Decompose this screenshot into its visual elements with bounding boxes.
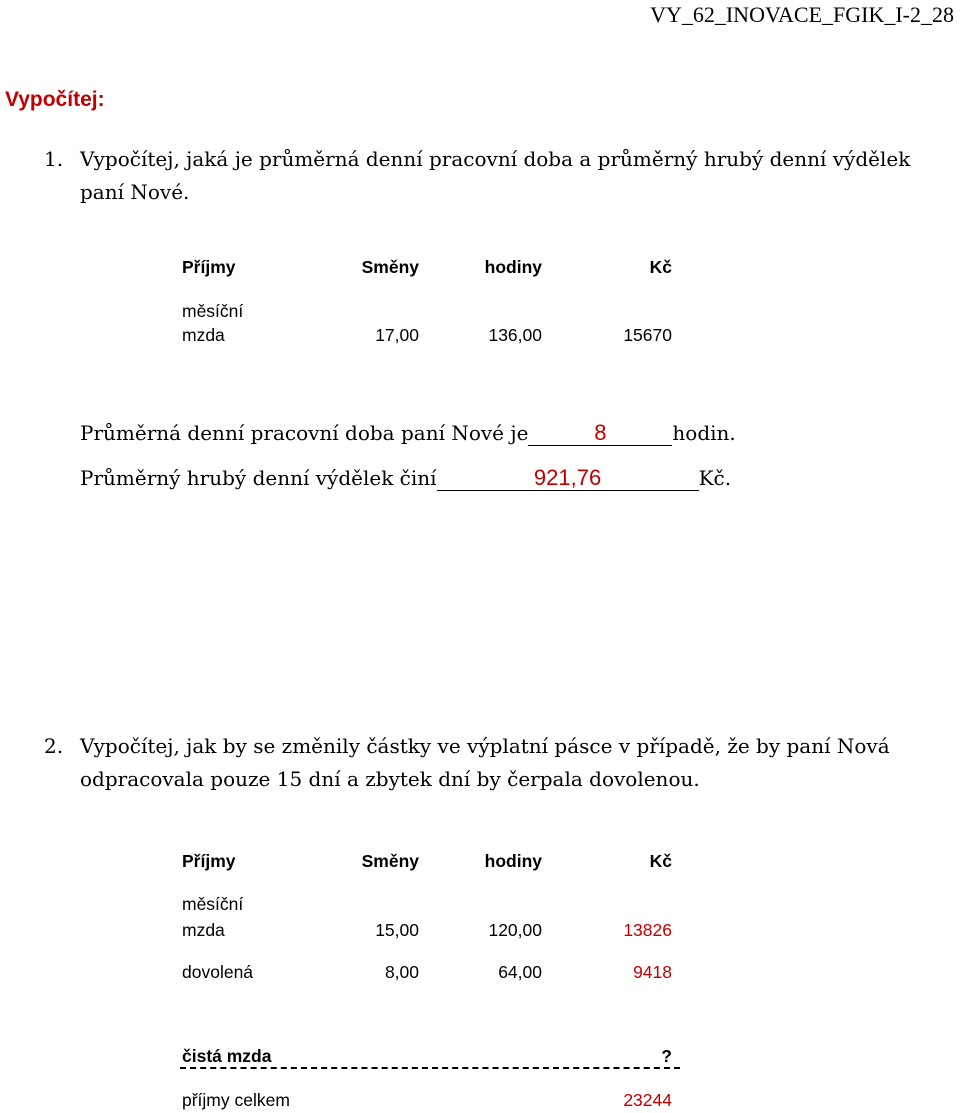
table2-row1-hodiny: 120,00 [488, 920, 542, 940]
table1-row-label-line1: měsíční [182, 301, 244, 321]
table2-header-kc: Kč [649, 851, 672, 871]
table2-row1-label-line1: měsíční [182, 894, 244, 914]
table2-row1-smeny: 15,00 [375, 920, 419, 940]
result-workday-value: 8 [528, 421, 672, 446]
table2-net-label: čistá mzda [182, 1046, 272, 1066]
dashed-separator [180, 1067, 680, 1069]
table1-header-kc: Kč [649, 257, 672, 277]
page-heading: Vypočítej: [5, 88, 105, 111]
task1-text-line1: Vypočítej, jaká je průměrná denní pracovní doba a průměrný hrubý denní výdělek [80, 147, 911, 171]
table2-total-value: 23244 [623, 1090, 672, 1110]
task1-number: 1. [44, 147, 64, 171]
document-code: VY_62_INOVACE_FGIK_I-2_28 [650, 2, 954, 27]
table1-header-smeny: Směny [361, 257, 419, 277]
table2-row2-label: dovolená [182, 962, 254, 982]
table2-row2-hodiny: 64,00 [498, 962, 542, 982]
table2-header-hodiny: hodiny [484, 851, 542, 871]
task2-number: 2. [44, 734, 64, 758]
table1-row-kc: 15670 [623, 325, 672, 345]
result-earnings-suffix: Kč. [698, 466, 732, 490]
table1-row-label-line2: mzda [182, 325, 225, 345]
table1-header-prijmy: Příjmy [182, 257, 236, 277]
result-earnings-prefix: Průměrný hrubý denní výdělek činí [80, 466, 437, 490]
table2-header-smeny: Směny [361, 851, 419, 871]
task2-text-line2: odpracovala pouze 15 dní a zbytek dní by čerpala dovolenou. [80, 767, 700, 791]
task1-result-workday [80, 421, 736, 446]
table1-row-smeny: 17,00 [375, 325, 419, 345]
table2-total-label: příjmy celkem [182, 1090, 290, 1110]
table2-row2-smeny: 8,00 [384, 962, 419, 982]
table2-net-value: ? [661, 1046, 672, 1066]
table2-row1-label-line2: mzda [182, 920, 225, 940]
result-workday-prefix: Průměrná denní pracovní doba paní Nové je [80, 421, 529, 445]
result-workday-suffix: hodin. [672, 421, 736, 445]
table1-header-hodiny: hodiny [484, 257, 542, 277]
table2-row2-kc: 9418 [633, 962, 672, 982]
task2-text-line1: Vypočítej, jak by se změnily částky ve výplatní pásce v případě, že by paní Nová [80, 734, 890, 758]
table1-row-hodiny: 136,00 [488, 325, 542, 345]
task1-text-line2: paní Nové. [80, 180, 190, 204]
result-earnings-value: 921,76 [437, 466, 699, 491]
table2-header-prijmy: Příjmy [182, 851, 236, 871]
table2-row1-kc: 13826 [623, 920, 672, 940]
task1-result-earnings [80, 466, 731, 491]
